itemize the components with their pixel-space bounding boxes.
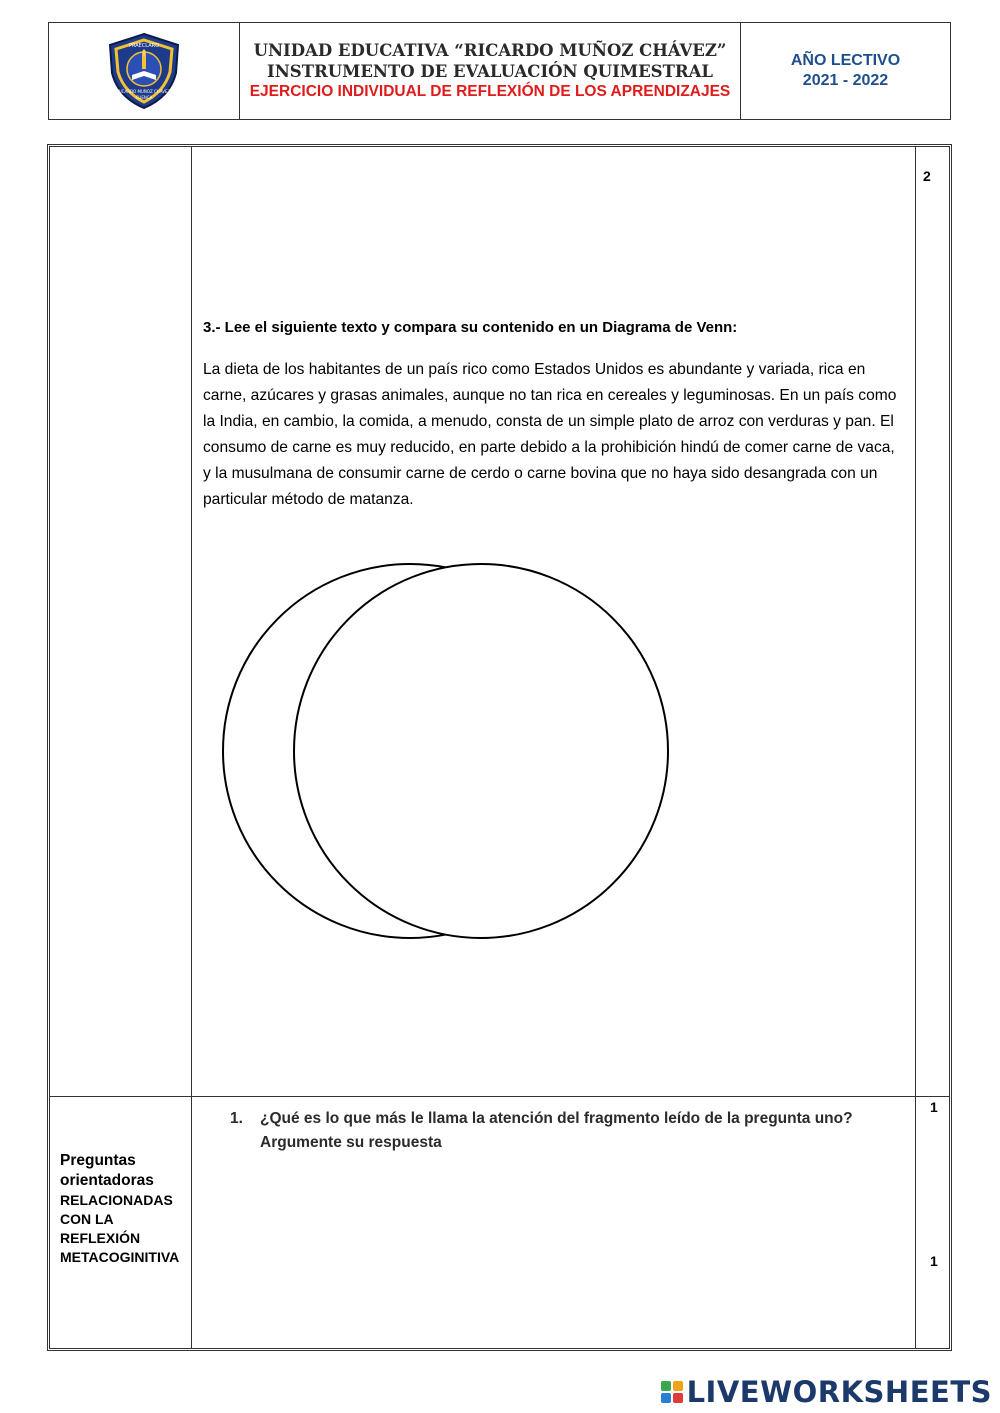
section-label [60,1151,190,1267]
row-divider [50,1096,949,1097]
guiding-question-1 [230,1107,920,1155]
section-label-line1: Preguntas orientadoras [60,1152,154,1189]
evaluation-table [47,144,952,1351]
score-section-1: 2 [923,168,931,184]
logo-text-top: PRAECLARO [128,43,160,49]
logo-square-green [661,1381,671,1391]
logo-text-ring: RICARDO MUÑOZ CHÁVEZ [117,89,171,94]
instrument-title: INSTRUMENTO DE EVALUACIÓN QUIMESTRAL [266,62,713,81]
venn-diagram[interactable] [220,557,730,942]
liveworksheets-logo-icon [661,1381,683,1403]
title-cell [240,23,741,119]
logo-cell [49,23,240,119]
venn-circle-right[interactable] [294,564,668,938]
question-3-heading: 3.- Lee el siguiente texto y compara su contenido en un Diagrama de Venn: [203,319,738,336]
column-divider-left [191,147,192,1348]
score-question-1-bottom: 1 [930,1253,938,1269]
question-text: ¿Qué es lo que más le llama la atención del fragmento leído de la pregunta uno? Argumente su respuesta [260,1110,853,1151]
logo-text-bottom: CUENCA [135,95,153,100]
question-number: 1. [230,1110,243,1127]
score-question-1-top: 1 [930,1099,938,1115]
logo-square-blue [661,1393,671,1403]
column-divider-right [915,147,916,1348]
section-label-line2: RELACIONADAS CON LA REFLEXIÓN METACOGINITIVA [60,1192,180,1265]
exercise-title: EJERCICIO INDIVIDUAL DE REFLEXIÓN DE LOS APRENDIZAJES [249,83,731,100]
year-label: AÑO LECTIVO [790,52,901,69]
brand-text: LIVEWORKSHEETS [686,1375,992,1409]
logo-square-orange [673,1381,683,1391]
reading-passage: La dieta de los habitantes de un país rico como Estados Unidos es abundante y variada, rica en carne, azúcares y grasas animales, aunque no tan rica en cereales y leguminosas. En un país como la India, en cambio, la comida, a menudo, consta de un simple plato de arroz con verduras y pan. El consumo de carne es muy reducido, en parte debido a la prohibición hindú de comer carne de vaca, y la musulmana de consumir carne de cerdo o carne bovina que no haya sido desangrada con un particular método de matanza. [203,361,897,508]
year-cell [741,23,950,119]
document-header [48,22,951,120]
logo-square-red [673,1393,683,1403]
liveworksheets-brand[interactable] [661,1375,992,1409]
school-crest-icon [104,31,184,111]
year-value: 2021 - 2022 [802,72,889,89]
school-name: UNIDAD EDUCATIVA “RICARDO MUÑOZ CHÁVEZ” [253,41,727,60]
